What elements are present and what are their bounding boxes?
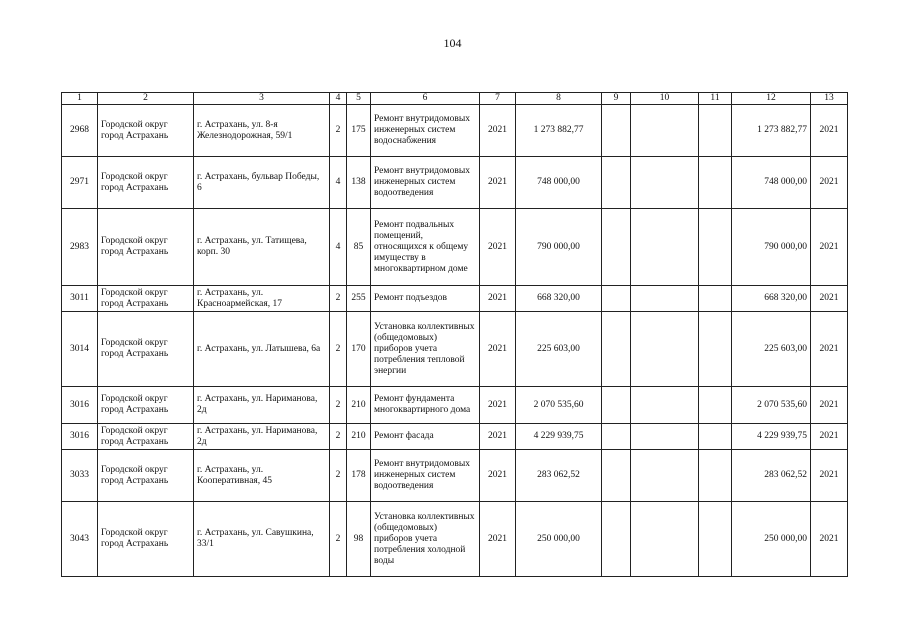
- cell-municipality: Городской округ город Астрахань: [98, 502, 194, 577]
- cell-municipality: Городской округ город Астрахань: [98, 312, 194, 387]
- cell-col5: 255: [347, 286, 371, 312]
- cell-col5: 210: [347, 387, 371, 424]
- cell-id: 3016: [62, 387, 98, 424]
- cell-col4: 4: [330, 157, 347, 209]
- cell-address: г. Астрахань, ул. Нариманова, 2д: [194, 387, 330, 424]
- column-header: 9: [602, 93, 631, 105]
- cell-col11: [699, 105, 732, 157]
- cell-total: 4 229 939,75: [516, 424, 602, 450]
- cell-col12: 668 320,00: [732, 286, 811, 312]
- cell-year: 2021: [480, 157, 516, 209]
- cell-year: 2021: [480, 450, 516, 502]
- table-row: [62, 387, 848, 424]
- cell-total: 283 062,52: [516, 450, 602, 502]
- cell-id: 3033: [62, 450, 98, 502]
- cell-address: г. Астрахань, ул. 8-я Железнодорожная, 59/1: [194, 105, 330, 157]
- cell-col5: 175: [347, 105, 371, 157]
- cell-col10: [631, 450, 699, 502]
- cell-col5: 170: [347, 312, 371, 387]
- cell-col9: [602, 286, 631, 312]
- cell-col4: 2: [330, 450, 347, 502]
- cell-year: 2021: [480, 502, 516, 577]
- cell-id: 3043: [62, 502, 98, 577]
- cell-col13: 2021: [811, 502, 848, 577]
- column-header: 5: [347, 93, 371, 105]
- cell-col12: 1 273 882,77: [732, 105, 811, 157]
- cell-year: 2021: [480, 209, 516, 286]
- cell-col4: 2: [330, 387, 347, 424]
- column-header: 3: [194, 93, 330, 105]
- cell-col12: 283 062,52: [732, 450, 811, 502]
- cell-col11: [699, 502, 732, 577]
- cell-work: Ремонт подвальных помещений, относящихся к общему имуществу в многоквартирном доме: [371, 209, 480, 286]
- cell-address: г. Астрахань, ул. Нариманова, 2д: [194, 424, 330, 450]
- cell-col11: [699, 209, 732, 286]
- cell-id: 3011: [62, 286, 98, 312]
- cell-year: 2021: [480, 424, 516, 450]
- column-header: 11: [699, 93, 732, 105]
- cell-municipality: Городской округ город Астрахань: [98, 157, 194, 209]
- cell-col12: 748 000,00: [732, 157, 811, 209]
- cell-col4: 2: [330, 105, 347, 157]
- cell-work: Установка коллективных (общедомовых) приборов учета потребления холодной воды: [371, 502, 480, 577]
- cell-id: 3014: [62, 312, 98, 387]
- cell-total: 225 603,00: [516, 312, 602, 387]
- cell-col10: [631, 387, 699, 424]
- cell-col13: 2021: [811, 286, 848, 312]
- column-header: 12: [732, 93, 811, 105]
- cell-id: 2968: [62, 105, 98, 157]
- table-row: [62, 209, 848, 286]
- column-header: 2: [98, 93, 194, 105]
- cell-work: Ремонт подъездов: [371, 286, 480, 312]
- cell-work: Ремонт внутридомовых инженерных систем водоснабжения: [371, 105, 480, 157]
- repair-registry-table: [61, 92, 848, 577]
- cell-col11: [699, 286, 732, 312]
- cell-municipality: Городской округ город Астрахань: [98, 209, 194, 286]
- table-row: [62, 312, 848, 387]
- cell-total: 250 000,00: [516, 502, 602, 577]
- cell-col10: [631, 312, 699, 387]
- cell-col13: 2021: [811, 209, 848, 286]
- cell-col13: 2021: [811, 312, 848, 387]
- cell-col11: [699, 424, 732, 450]
- cell-col5: 98: [347, 502, 371, 577]
- cell-address: г. Астрахань, ул. Латышева, 6а: [194, 312, 330, 387]
- table-row: [62, 424, 848, 450]
- table-body: [62, 105, 848, 577]
- cell-col13: 2021: [811, 105, 848, 157]
- cell-col9: [602, 105, 631, 157]
- cell-col12: 225 603,00: [732, 312, 811, 387]
- cell-year: 2021: [480, 387, 516, 424]
- cell-col4: 2: [330, 286, 347, 312]
- cell-col11: [699, 312, 732, 387]
- cell-total: 1 273 882,77: [516, 105, 602, 157]
- cell-col4: 2: [330, 424, 347, 450]
- column-header: 6: [371, 93, 480, 105]
- cell-address: г. Астрахань, ул. Красноармейская, 17: [194, 286, 330, 312]
- table-row: [62, 450, 848, 502]
- table-row: [62, 286, 848, 312]
- cell-col9: [602, 209, 631, 286]
- cell-year: 2021: [480, 286, 516, 312]
- cell-col13: 2021: [811, 157, 848, 209]
- cell-col12: 250 000,00: [732, 502, 811, 577]
- cell-col9: [602, 312, 631, 387]
- cell-col5: 85: [347, 209, 371, 286]
- cell-col5: 210: [347, 424, 371, 450]
- cell-col5: 178: [347, 450, 371, 502]
- cell-col9: [602, 450, 631, 502]
- table-row: [62, 105, 848, 157]
- cell-address: г. Астрахань, ул. Савушкина, 33/1: [194, 502, 330, 577]
- cell-col12: 4 229 939,75: [732, 424, 811, 450]
- cell-col10: [631, 502, 699, 577]
- cell-id: 2971: [62, 157, 98, 209]
- cell-year: 2021: [480, 105, 516, 157]
- cell-col11: [699, 157, 732, 209]
- cell-work: Установка коллективных (общедомовых) приборов учета потребления тепловой энергии: [371, 312, 480, 387]
- cell-col9: [602, 424, 631, 450]
- cell-id: 2983: [62, 209, 98, 286]
- cell-total: 668 320,00: [516, 286, 602, 312]
- cell-col10: [631, 286, 699, 312]
- cell-col9: [602, 157, 631, 209]
- column-number-row: [62, 93, 848, 105]
- column-header: 13: [811, 93, 848, 105]
- table-row: [62, 502, 848, 577]
- cell-municipality: Городской округ город Астрахань: [98, 286, 194, 312]
- cell-col13: 2021: [811, 424, 848, 450]
- column-header: 7: [480, 93, 516, 105]
- cell-municipality: Городской округ город Астрахань: [98, 450, 194, 502]
- column-header: 4: [330, 93, 347, 105]
- column-header: 1: [62, 93, 98, 105]
- cell-col13: 2021: [811, 387, 848, 424]
- cell-col10: [631, 105, 699, 157]
- cell-col10: [631, 424, 699, 450]
- cell-col11: [699, 450, 732, 502]
- cell-col13: 2021: [811, 450, 848, 502]
- cell-total: 790 000,00: [516, 209, 602, 286]
- cell-municipality: Городской округ город Астрахань: [98, 387, 194, 424]
- cell-address: г. Астрахань, ул. Кооперативная, 45: [194, 450, 330, 502]
- cell-col10: [631, 157, 699, 209]
- cell-col9: [602, 387, 631, 424]
- page-number: 104: [443, 36, 462, 50]
- column-header: 8: [516, 93, 602, 105]
- cell-col9: [602, 502, 631, 577]
- cell-work: Ремонт фасада: [371, 424, 480, 450]
- table-row: [62, 157, 848, 209]
- cell-col5: 138: [347, 157, 371, 209]
- cell-work: Ремонт внутридомовых инженерных систем водоотведения: [371, 157, 480, 209]
- cell-address: г. Астрахань, бульвар Победы, 6: [194, 157, 330, 209]
- cell-municipality: Городской округ город Астрахань: [98, 105, 194, 157]
- cell-total: 2 070 535,60: [516, 387, 602, 424]
- column-header: 10: [631, 93, 699, 105]
- cell-work: Ремонт фундамента многоквартирного дома: [371, 387, 480, 424]
- cell-municipality: Городской округ город Астрахань: [98, 424, 194, 450]
- cell-col12: 2 070 535,60: [732, 387, 811, 424]
- cell-total: 748 000,00: [516, 157, 602, 209]
- cell-col4: 2: [330, 312, 347, 387]
- cell-year: 2021: [480, 312, 516, 387]
- cell-col4: 4: [330, 209, 347, 286]
- cell-col10: [631, 209, 699, 286]
- cell-work: Ремонт внутридомовых инженерных систем водоотведения: [371, 450, 480, 502]
- cell-col12: 790 000,00: [732, 209, 811, 286]
- cell-col11: [699, 387, 732, 424]
- cell-address: г. Астрахань, ул. Татищева, корп. 30: [194, 209, 330, 286]
- cell-col4: 2: [330, 502, 347, 577]
- cell-id: 3016: [62, 424, 98, 450]
